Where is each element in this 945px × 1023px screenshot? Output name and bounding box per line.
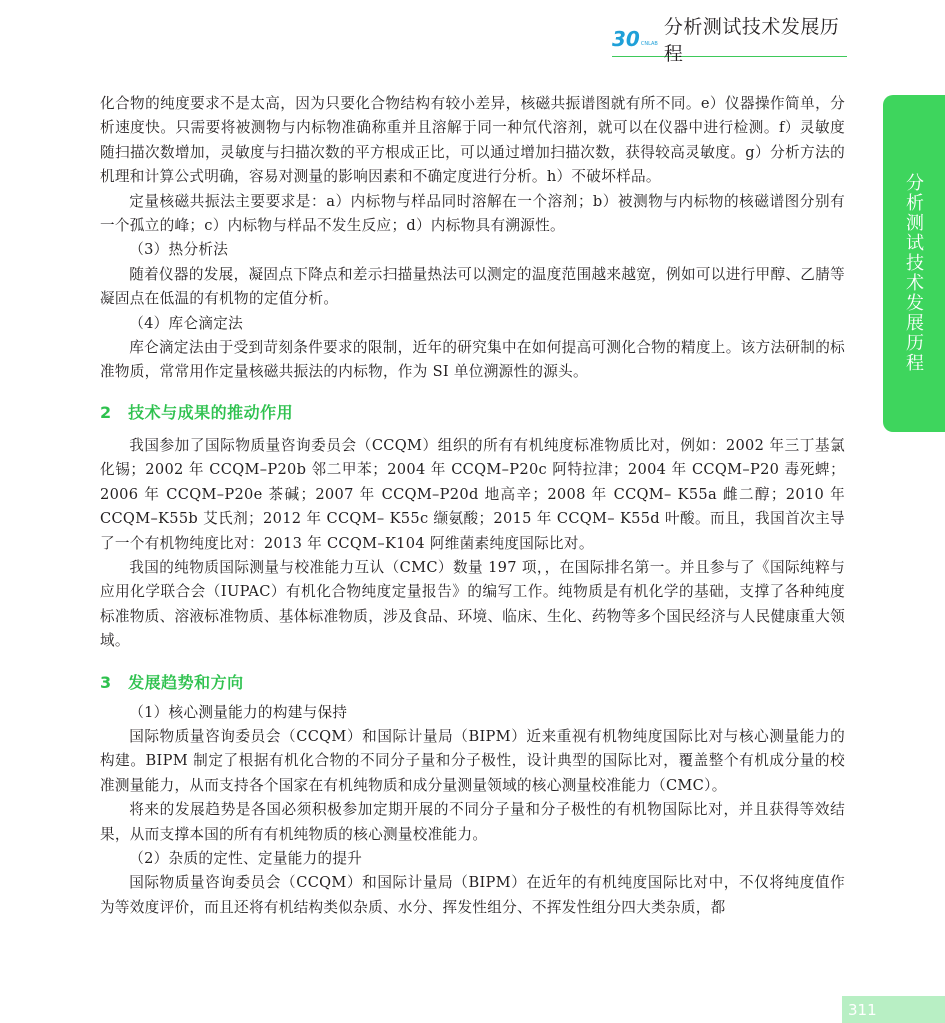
paragraph: 我国参加了国际物质量咨询委员会（CCQM）组织的所有有机纯度标准物质比对，例如：2002 年三丁基氯化锡；2002 年 CCQM–P20b 邻二甲苯；2004 年 CCQM–P20c 阿特拉津；2004 年 CCQM–P20 毒死蜱；2006 年 CCQM–P20e 茶碱；2007 年 CCQM–P20d 地高辛；2008 年 CCQM– K55a 雌二醇；2010 年 CCQM–K55b 艾氏剂；2012 年 CCQM– K55c 缬氨酸；2015 年 CCQM– K55d 叶酸。而且，我国首次主导了一个有机物纯度比对：2013 年 CCQM–K104 阿维菌素纯度国际比对。 [100,436,845,552]
page-number: 311 [842,996,945,1023]
side-tab-label: 分析测试技术发展历程 [903,173,924,373]
subsection-heading: （2）杂质的定性、定量能力的提升 [129,849,363,867]
subsection-heading: （4）库仑滴定法 [129,314,244,332]
section-heading: 2 技术与成果的推动作用 [100,402,294,422]
page-body [100,92,845,920]
paragraph: 随着仪器的发展，凝固点下降点和差示扫描量热法可以测定的温度范围越来越宽，例如可以进行甲醇、乙腈等凝固点在低温的有机物的定值分析。 [100,265,845,308]
paragraph: 化合物的纯度要求不是太高，因为只要化合物结构有较小差异，核磁共振谱图就有所不同。e）仪器操作简单，分析速度快。只需要将被测物与内标物准确称重并且溶解于同一种氘代溶剂，就可以在仪器中进行检测。f）灵敏度随扫描次数增加，灵敏度与扫描次数的平方根成正比，可以通过增加扫描次数，获得较高灵敏度。g）分析方法的机理和计算公式明确，容易对测量的影响因素和不确定度进行分析。h）不破坏样品。 [100,95,845,186]
logo-subtext: CNLAB [640,41,658,47]
paragraph: 将来的发展趋势是各国必须积极参加定期开展的不同分子量和分子极性的有机物国际比对，并且获得等效结果，从而支撑本国的所有有机纯物质的核心测量校准能力。 [100,801,845,843]
logo-number: 30 [612,27,640,51]
subsection-heading: （1）核心测量能力的构建与保持 [129,703,348,721]
logo [612,29,658,49]
paragraph: 定量核磁共振法主要要求是：a）内标物与样品同时溶解在一个溶剂；b）被测物与内标物的核磁谱图分别有一个孤立的峰；c）内标物与样品不发生反应；d）内标物具有溯源性。 [100,192,845,235]
paragraph: 国际物质量咨询委员会（CCQM）和国际计量局（BIPM）近来重视有机物纯度国际比对与核心测量能力的构建。BIPM 制定了根据有机化合物的不同分子量和分子极性，设计典型的国际比对，覆盖整个有机成分量的校准测量能力，从而支持各个国家在有机纯物质和成分量测量领域的核心测量校准能力（CMC）。 [100,727,845,794]
paragraph: 国际物质量咨询委员会（CCQM）和国际计量局（BIPM）在近年的有机纯度国际比对中，不仅将纯度值作为等效度评价，而且还将有机结构类似杂质、水分、挥发性组分、不挥发性组分四大类杂质，都 [100,874,845,916]
paragraph: 我国的纯物质国际测量与校准能力互认（CMC）数量 197 项，，在国际排名第一。并且参与了《国际纯粹与应用化学联合会（IUPAC）有机化合物纯度定量报告》的编写工作。纯物质是有机化学的基础，支撑了各种纯度标准物质、溶液标准物质、基体标准物质，涉及食品、环境、临床、生化、药物等多个国民经济与人民健康重大领域。 [100,558,845,650]
subsection-heading: （3）热分析法 [129,241,229,259]
section-heading: 3 发展趋势和方向 [100,672,244,692]
page-header [612,16,847,65]
chapter-side-tab [883,95,945,432]
running-header-title: 分析测试技术发展历程 [663,16,840,65]
paragraph: 库仑滴定法由于受到苛刻条件要求的限制，近年的研究集中在如何提高可测化合物的精度上。该方法研制的标准物质，常常用作定量核磁共振法的内标物，作为 SI 单位溯源性的源头。 [100,339,845,381]
